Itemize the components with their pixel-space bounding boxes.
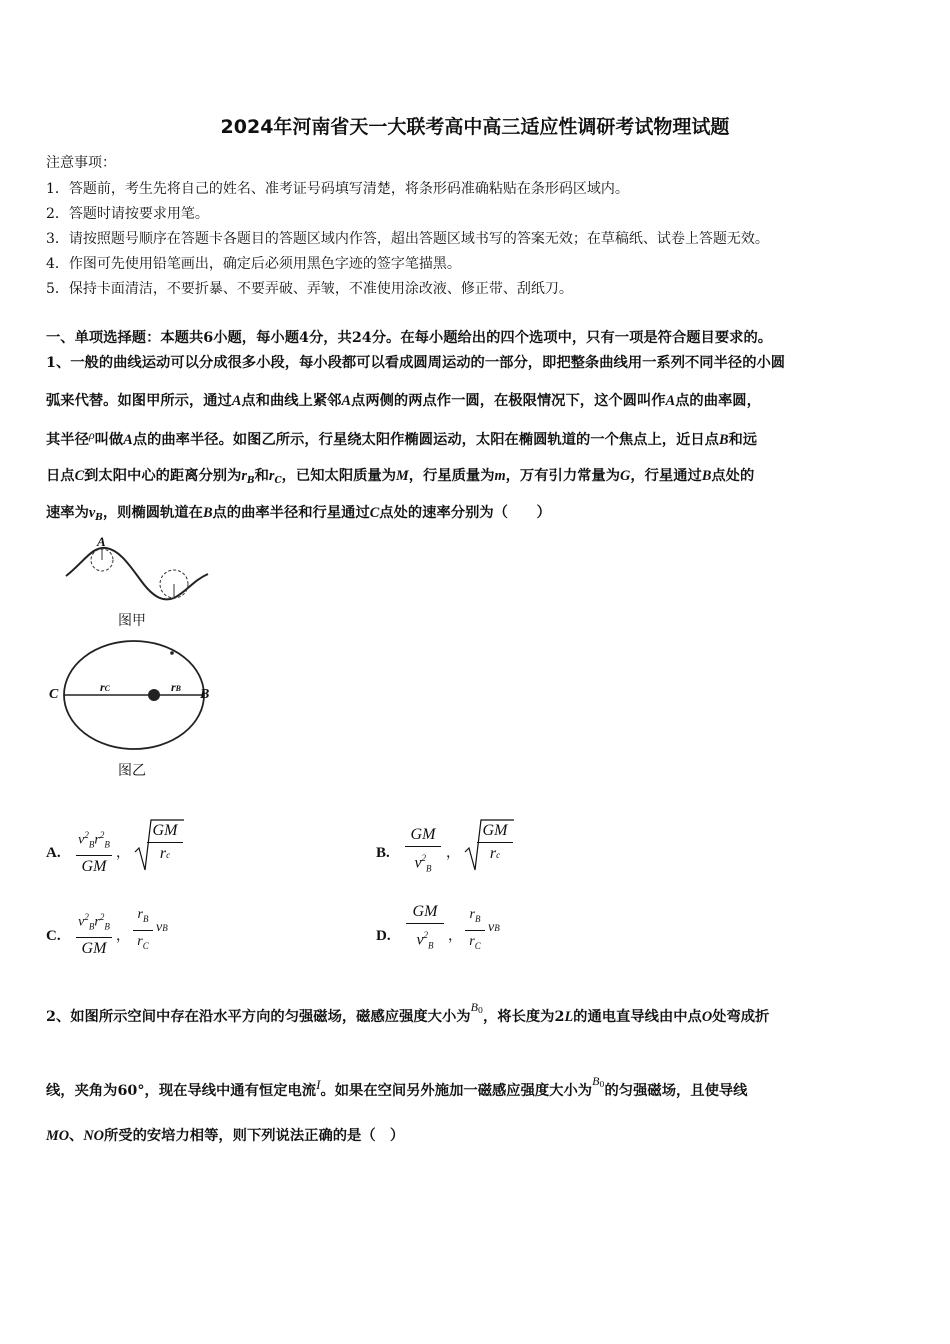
option-a-fraction: $v^2_Br^2_B$ GM <box>76 826 112 876</box>
q1-line-4: 日点C到太阳中心的距离分别为$r_B$和$r_C$，已知太阳质量为M，行星质量为m，万有引力常量为G，行星通过B点处的 <box>46 468 755 486</box>
option-b-label: B. <box>376 845 390 861</box>
fig1-caption: 图甲 <box>118 613 146 629</box>
notice-item-1: 1．答题前，考生先将自己的姓名、准考证号码填写清楚，将条形码准确粘贴在条形码区域内。 <box>46 181 629 197</box>
q2-line-1: 2、如图所示空间中存在沿水平方向的匀强磁场，磁感应强度大小为$^{B0}$，将长度为2L的通电直导线由中点O处弯成折 <box>46 1000 770 1025</box>
notice-item-5: 5．保持卡面清洁，不要折暴、不要弄破、弄皱，不准使用涂改液、修正带、刮纸刀。 <box>46 281 573 297</box>
q2-line-3: MO、NO所受的安培力相等，则下列说法正确的是（ ） <box>46 1128 405 1144</box>
option-c-fraction: $v^2_Br^2_B$ GM <box>76 908 112 958</box>
rho-symbol: ρ <box>88 428 95 442</box>
option-d-separator: ， <box>448 929 462 944</box>
option-a-separator: ， <box>116 846 130 861</box>
option-b-fraction: GM $v^2_B$ <box>405 826 441 878</box>
option-b-root-fraction: GM rc <box>477 822 513 864</box>
option-a-label: A. <box>46 845 61 861</box>
notice-item-2: 2．答题时请按要求用笔。 <box>46 206 209 222</box>
option-d-label: D. <box>376 928 391 944</box>
option-c-velocity: vB <box>156 920 168 935</box>
q1-line-5: 速率为$v_B$，则椭圆轨道在B点的曲率半径和行星通过C点处的速率分别为（ ） <box>46 505 551 523</box>
figure-ellipse <box>55 640 215 755</box>
option-d-velocity: vB <box>488 920 500 935</box>
fig2-label-rc: rC <box>100 680 111 694</box>
page-title: 2024年河南省天一大联考高中高三适应性调研考试物理试题 <box>220 116 730 138</box>
section-heading: 一、单项选择题：本题共6小题，每小题4分，共24分。在每小题给出的四个选项中，只有一项是符合题目要求的。 <box>46 330 773 346</box>
option-a-root-fraction: GM rc <box>147 822 183 864</box>
fig2-label-c: C <box>49 687 59 702</box>
notice-item-3: 3．请按照题号顺序在答题卡各题目的答题区域内作答，超出答题区域书写的答案无效；在草稿纸、试卷上答题无效。 <box>46 231 769 247</box>
fig2-caption: 图乙 <box>118 763 146 779</box>
option-b-separator: ， <box>446 846 460 861</box>
q1-line-1: 1、一般的曲线运动可以分成很多小段，每小段都可以看成圆周运动的一部分，即把整条曲线用一系列不同半径的小圆 <box>46 355 786 371</box>
notice-item-4: 4．作图可先使用铅笔画出，确定后必须用黑色字迹的签字笔描黑。 <box>46 256 461 272</box>
option-c-separator: ， <box>116 929 130 944</box>
fig2-label-b: B <box>200 687 210 702</box>
q2-line-2: 线，夹角为60°，现在导线中通有恒定电流I。如果在空间另外施加一磁感应强度大小为$^{B0}$的匀强磁场，且使导线 <box>46 1074 748 1099</box>
fig1-point-label: A <box>97 534 106 549</box>
notice-heading: 注意事项： <box>46 155 116 171</box>
fig2-label-rb: rB <box>171 680 182 694</box>
option-d-ratio: $r_B$ $r_C$ <box>465 906 485 955</box>
q1-line-2: 弧来代替。如图甲所示，通过A点和曲线上紧邻A点两侧的两点作一圆，在极限情况下，这个圆叫作A点的曲率圆， <box>46 393 761 409</box>
q1-line-3: 其半径$^\rho$叫做A点的曲率半径。如图乙所示，行星绕太阳作椭圆运动，太阳在椭圆轨道的一个焦点上，近日点B和远 <box>46 428 758 448</box>
option-d-fraction: GM $v^2_B$ <box>406 903 444 955</box>
option-c-label: C. <box>46 928 61 944</box>
figure-curve <box>60 532 220 604</box>
option-c-ratio: $r_B$ $r_C$ <box>133 906 153 955</box>
